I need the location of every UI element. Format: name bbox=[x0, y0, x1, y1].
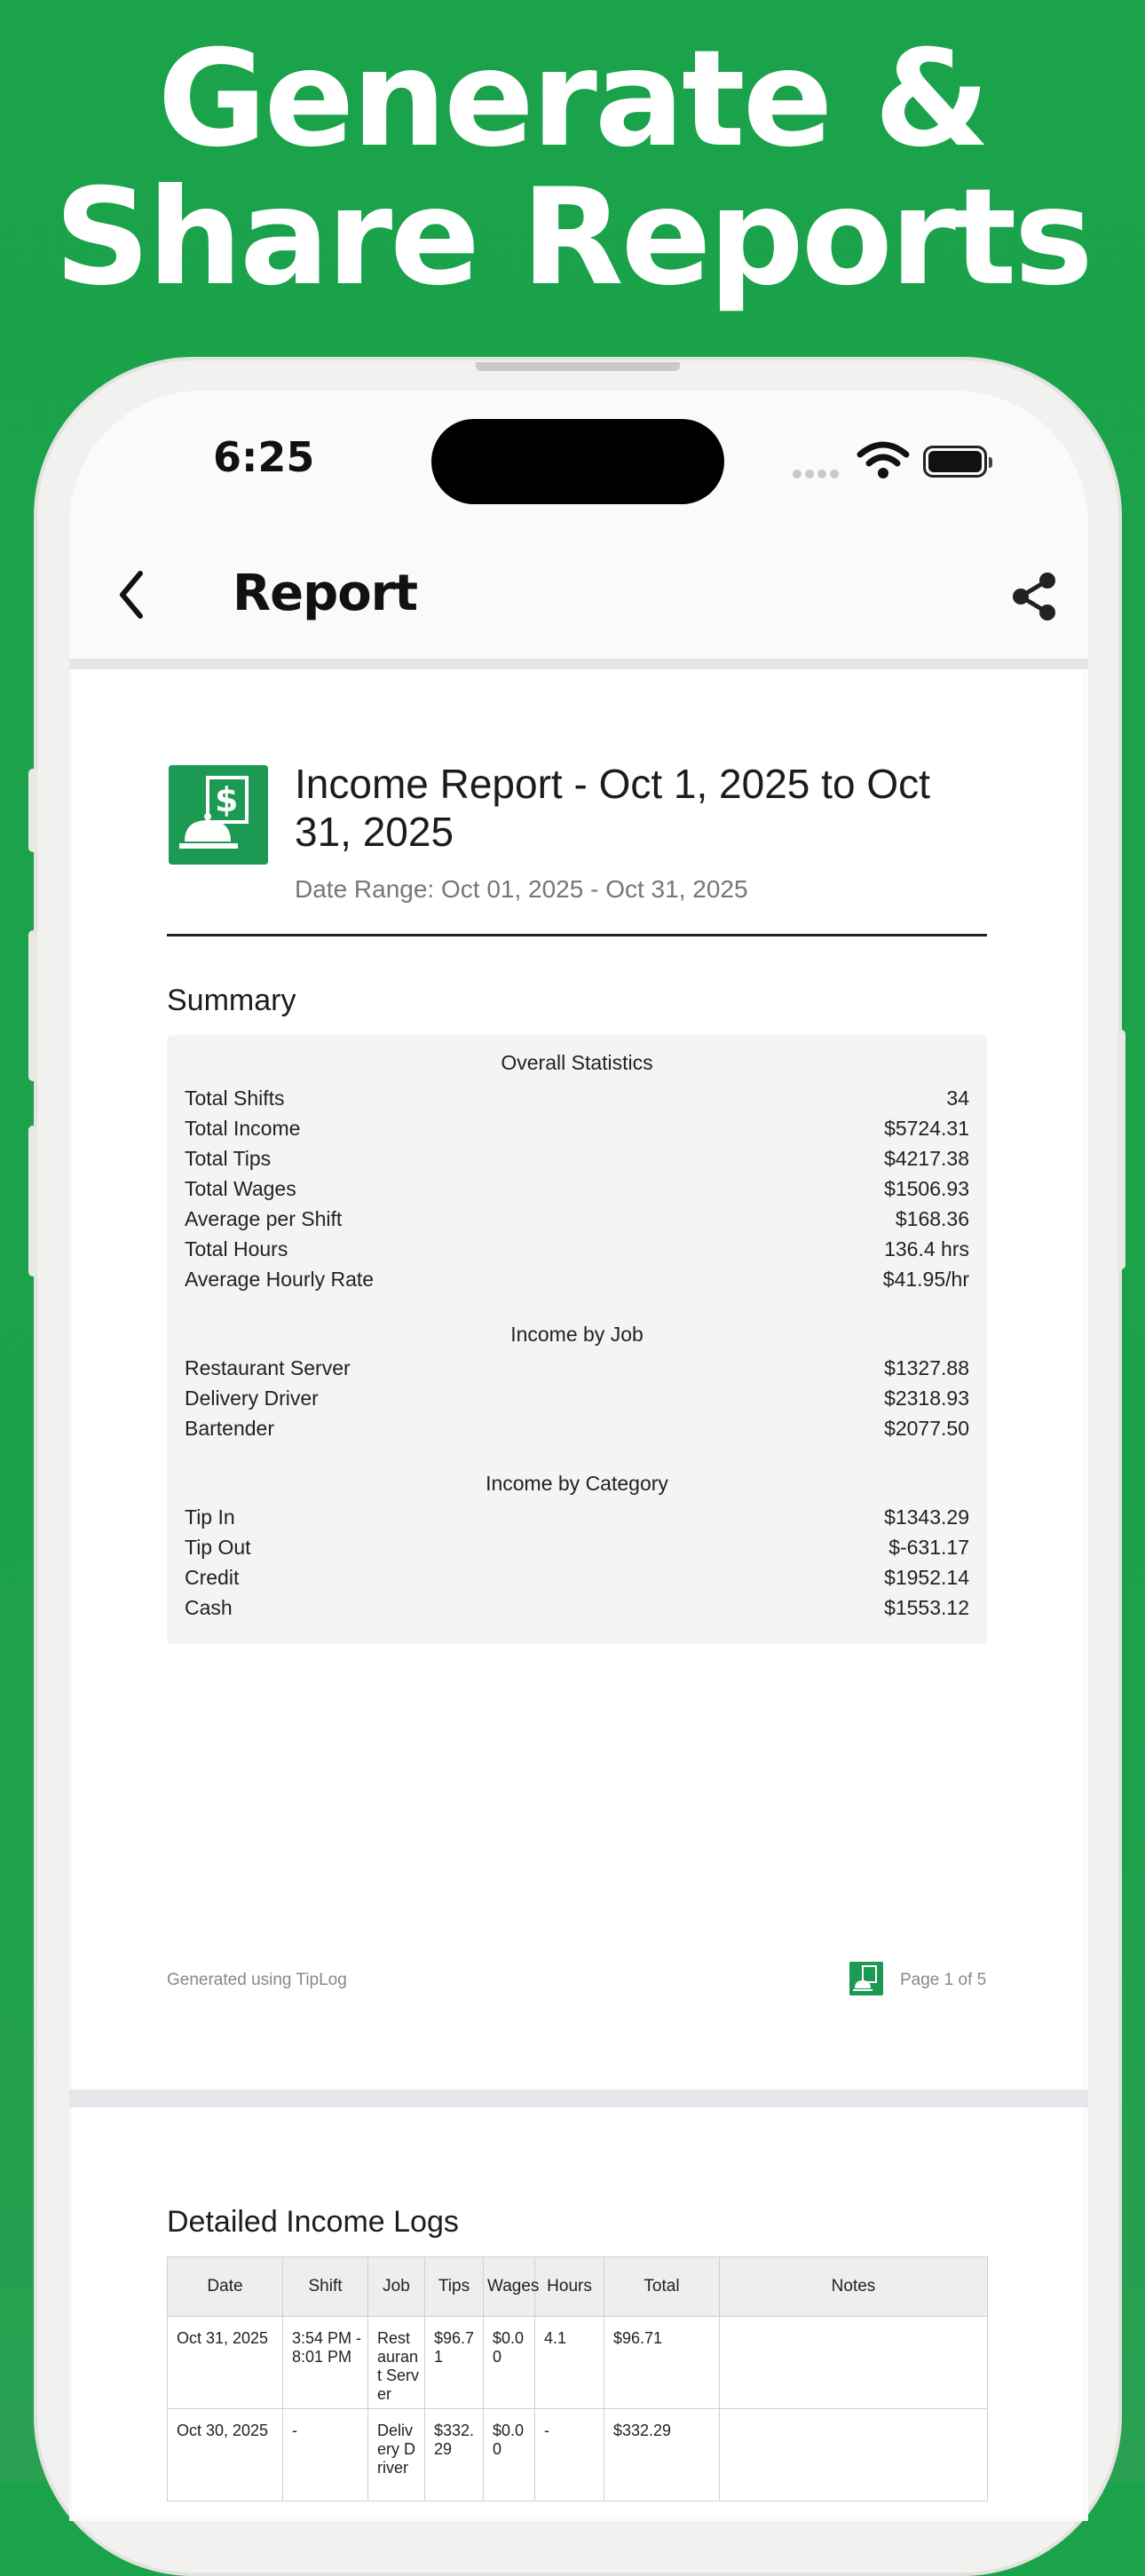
income-by-job-heading: Income by Job bbox=[510, 1323, 644, 1346]
wifi-icon bbox=[857, 440, 910, 481]
cell-job: Delivery Driver bbox=[368, 2409, 425, 2501]
cell-job: Restaurant Server bbox=[368, 2317, 425, 2409]
overall-statistics-heading: Overall Statistics bbox=[501, 1051, 653, 1074]
category-row: Credit $1952.14 bbox=[185, 1566, 969, 1589]
footer-generated-text: Generated using TipLog bbox=[167, 1971, 347, 1989]
stat-row: Total Shifts 34 bbox=[185, 1087, 969, 1110]
cell-notes bbox=[720, 2317, 988, 2409]
cell-shift: 3:54 PM - 8:01 PM bbox=[283, 2317, 368, 2409]
headline bbox=[0, 22, 1145, 315]
category-row: Tip Out $-631.17 bbox=[185, 1536, 969, 1559]
cell-total: $332.29 bbox=[604, 2409, 720, 2501]
cell-notes bbox=[720, 2409, 988, 2501]
summary-heading: Summary bbox=[167, 984, 296, 1017]
table-header-row bbox=[168, 2257, 988, 2317]
footer-page-number: Page 1 of 5 bbox=[900, 1971, 987, 1989]
category-row: Tip In $1343.29 bbox=[185, 1505, 969, 1529]
cell-date: Oct 31, 2025 bbox=[168, 2317, 283, 2409]
column-header-tips: Tips bbox=[425, 2257, 484, 2317]
cell-total: $96.71 bbox=[604, 2317, 720, 2409]
column-header-shift: Shift bbox=[283, 2257, 368, 2317]
cell-wages: $0.00 bbox=[484, 2409, 535, 2501]
column-header-date: Date bbox=[168, 2257, 283, 2317]
stat-row: Average per Shift $168.36 bbox=[185, 1207, 969, 1230]
stat-row: Average Hourly Rate $41.95/hr bbox=[185, 1268, 969, 1291]
stat-row: Total Wages $1506.93 bbox=[185, 1177, 969, 1200]
cell-hours: - bbox=[535, 2409, 604, 2501]
column-header-hours: Hours bbox=[535, 2257, 604, 2317]
tiplog-logo-icon bbox=[169, 765, 268, 865]
nav-title: Report bbox=[233, 565, 418, 622]
table-row bbox=[168, 2317, 988, 2409]
income-by-category-heading: Income by Category bbox=[486, 1472, 668, 1495]
report-divider bbox=[167, 934, 987, 936]
cell-wages: $0.00 bbox=[484, 2317, 535, 2409]
cellular-signal-icon bbox=[793, 467, 842, 483]
table-row bbox=[168, 2409, 988, 2501]
category-row: Cash $1553.12 bbox=[185, 1596, 969, 1619]
page-separator bbox=[69, 2090, 1088, 2107]
stat-row: Total Hours 136.4 hrs bbox=[185, 1237, 969, 1260]
job-row: Restaurant Server $1327.88 bbox=[185, 1356, 969, 1379]
summary-box bbox=[167, 1035, 987, 1644]
column-header-job: Job bbox=[368, 2257, 425, 2317]
job-row: Bartender $2077.50 bbox=[185, 1417, 969, 1440]
phone-side-button bbox=[28, 769, 37, 852]
headline-line-2: Share Reports bbox=[54, 161, 1091, 315]
job-row: Delivery Driver $2318.93 bbox=[185, 1387, 969, 1410]
cell-tips: $332.29 bbox=[425, 2409, 484, 2501]
footer-logo-icon bbox=[849, 1962, 883, 1995]
phone-power-button bbox=[1117, 1030, 1125, 1269]
headline-line-1: Generate & bbox=[157, 22, 988, 177]
back-chevron-icon[interactable] bbox=[114, 568, 149, 621]
cell-date: Oct 30, 2025 bbox=[168, 2409, 283, 2501]
report-date-range: Date Range: Oct 01, 2025 - Oct 31, 2025 bbox=[295, 875, 748, 903]
cell-tips: $96.71 bbox=[425, 2317, 484, 2409]
income-log-table bbox=[167, 2256, 988, 2501]
battery-icon bbox=[923, 446, 987, 478]
report-title: Income Report - Oct 1, 2025 to Oct 31, 2025 bbox=[295, 761, 930, 855]
stat-row: Total Tips $4217.38 bbox=[185, 1147, 969, 1170]
svg-text:$: $ bbox=[215, 780, 239, 819]
cell-hours: 4.1 bbox=[535, 2317, 604, 2409]
dynamic-island bbox=[431, 419, 724, 504]
status-time: 6:25 bbox=[213, 433, 315, 481]
navbar-separator bbox=[69, 659, 1088, 669]
cell-shift: - bbox=[283, 2409, 368, 2501]
column-header-notes: Notes bbox=[720, 2257, 988, 2317]
column-header-total: Total bbox=[604, 2257, 720, 2317]
phone-volume-up bbox=[28, 930, 37, 1081]
speaker-grill bbox=[476, 362, 680, 371]
detailed-logs-heading: Detailed Income Logs bbox=[167, 2205, 459, 2239]
column-header-wages: Wages bbox=[484, 2257, 535, 2317]
stat-row: Total Income $5724.31 bbox=[185, 1117, 969, 1140]
share-icon[interactable] bbox=[1010, 572, 1058, 621]
phone-volume-down bbox=[28, 1126, 37, 1276]
